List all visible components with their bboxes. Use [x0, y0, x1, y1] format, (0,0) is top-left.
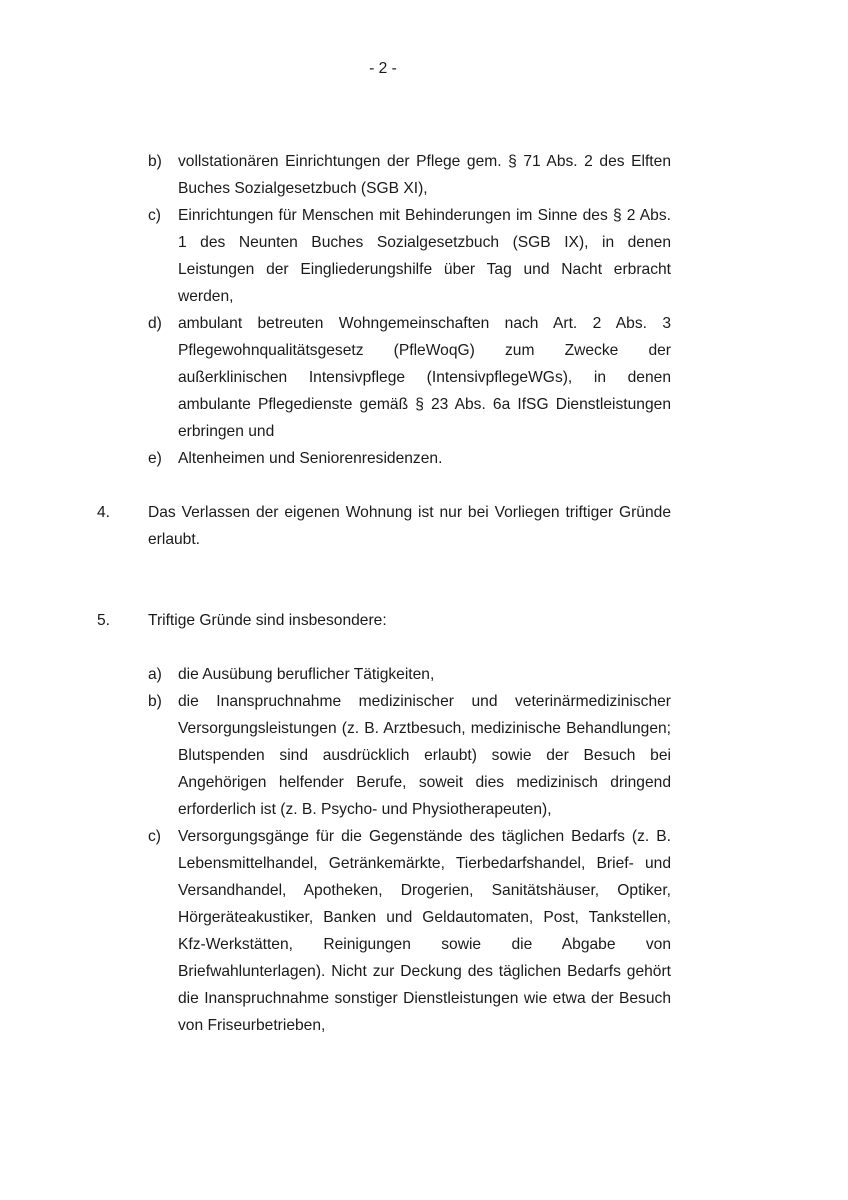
- text-line: Versorgungsleistungen (z. B. Arztbesuch, medizinische Behandlungen;: [178, 720, 671, 737]
- text-line: die Ausübung beruflicher Tätigkeiten,: [178, 666, 435, 683]
- text-line: Pflegewohnqualitätsgesetz (PfleWoqG) zum Zwecke der: [178, 342, 671, 359]
- text-line: erforderlich ist (z. B. Psycho- und Physiotherapeuten),: [178, 801, 552, 818]
- text-line: ambulant betreuten Wohngemeinschaften nach Art. 2 Abs. 3: [178, 315, 671, 332]
- text-line: Lebensmittelhandel, Getränkemärkte, Tierbedarfshandel, Brief- und: [178, 855, 671, 872]
- text-line: von Friseurbetrieben,: [178, 1017, 326, 1034]
- text-line: Einrichtungen für Menschen mit Behinderungen im Sinne des § 2 Abs.: [178, 207, 671, 224]
- text-line: Blutspenden sind ausdrücklich erlaubt) sowie der Besuch bei: [178, 747, 671, 764]
- text-line: Altenheimen und Seniorenresidenzen.: [178, 450, 443, 467]
- text-line: erbringen und: [178, 423, 275, 440]
- list-item-text: [178, 202, 671, 310]
- text-line: Hörgeräteakustiker, Banken und Geldautomaten, Post, Tankstellen,: [178, 909, 671, 926]
- text-line: Briefwahlunterlagen). Nicht zur Deckung des täglichen Bedarfs gehört: [178, 963, 671, 980]
- text-line: werden,: [178, 288, 234, 305]
- paragraph-number: 5.: [97, 612, 111, 629]
- list-item-text: [178, 310, 671, 445]
- paragraph-number: 4.: [97, 504, 111, 521]
- text-line: Triftige Gründe sind insbesondere:: [148, 612, 387, 629]
- list-marker: a): [148, 666, 162, 683]
- list-item-text: [178, 823, 671, 1039]
- text-line: die Inanspruchnahme medizinischer und veterinärmedizinischer: [178, 693, 671, 710]
- text-line: Kfz-Werkstätten, Reinigungen sowie die Abgabe von: [178, 936, 671, 953]
- list-item-text: [178, 688, 671, 823]
- list-marker: d): [148, 315, 162, 332]
- text-line: Angehörigen helfender Berufe, soweit dies medizinisch dringend: [178, 774, 671, 791]
- page-number: - 2 -: [369, 60, 397, 77]
- list-item-text: [178, 148, 671, 202]
- text-line: Leistungen der Eingliederungshilfe über Tag und Nacht erbracht: [178, 261, 671, 278]
- paragraph-text: [148, 607, 671, 634]
- text-line: Versandhandel, Apotheken, Drogerien, Sanitätshäuser, Optiker,: [178, 882, 671, 899]
- list-marker: e): [148, 450, 162, 467]
- text-line: 1 des Neunten Buches Sozialgesetzbuch (SGB IX), in denen: [178, 234, 671, 251]
- text-line: ambulante Pflegedienste gemäß § 23 Abs. 6a IfSG Dienstleistungen: [178, 396, 671, 413]
- text-line: erlaubt.: [148, 531, 201, 548]
- list-marker: c): [148, 207, 161, 224]
- text-line: die Inanspruchnahme sonstiger Dienstleistungen wie etwa der Besuch: [178, 990, 671, 1007]
- text-line: Buches Sozialgesetzbuch (SGB XI),: [178, 180, 428, 197]
- list-item-text: [178, 445, 671, 472]
- list-marker: b): [148, 693, 162, 710]
- list-marker: c): [148, 828, 161, 845]
- text-line: Versorgungsgänge für die Gegenstände des täglichen Bedarfs (z. B.: [178, 828, 671, 845]
- text-line: vollstationären Einrichtungen der Pflege gem. § 71 Abs. 2 des Elften: [178, 153, 671, 170]
- text-line: außerklinischen Intensivpflege (IntensivpflegeWGs), in denen: [178, 369, 671, 386]
- text-line: Das Verlassen der eigenen Wohnung ist nur bei Vorliegen triftiger Gründe: [148, 504, 671, 521]
- paragraph-text: [148, 499, 671, 553]
- list-marker: b): [148, 153, 162, 170]
- list-item-text: [178, 661, 671, 688]
